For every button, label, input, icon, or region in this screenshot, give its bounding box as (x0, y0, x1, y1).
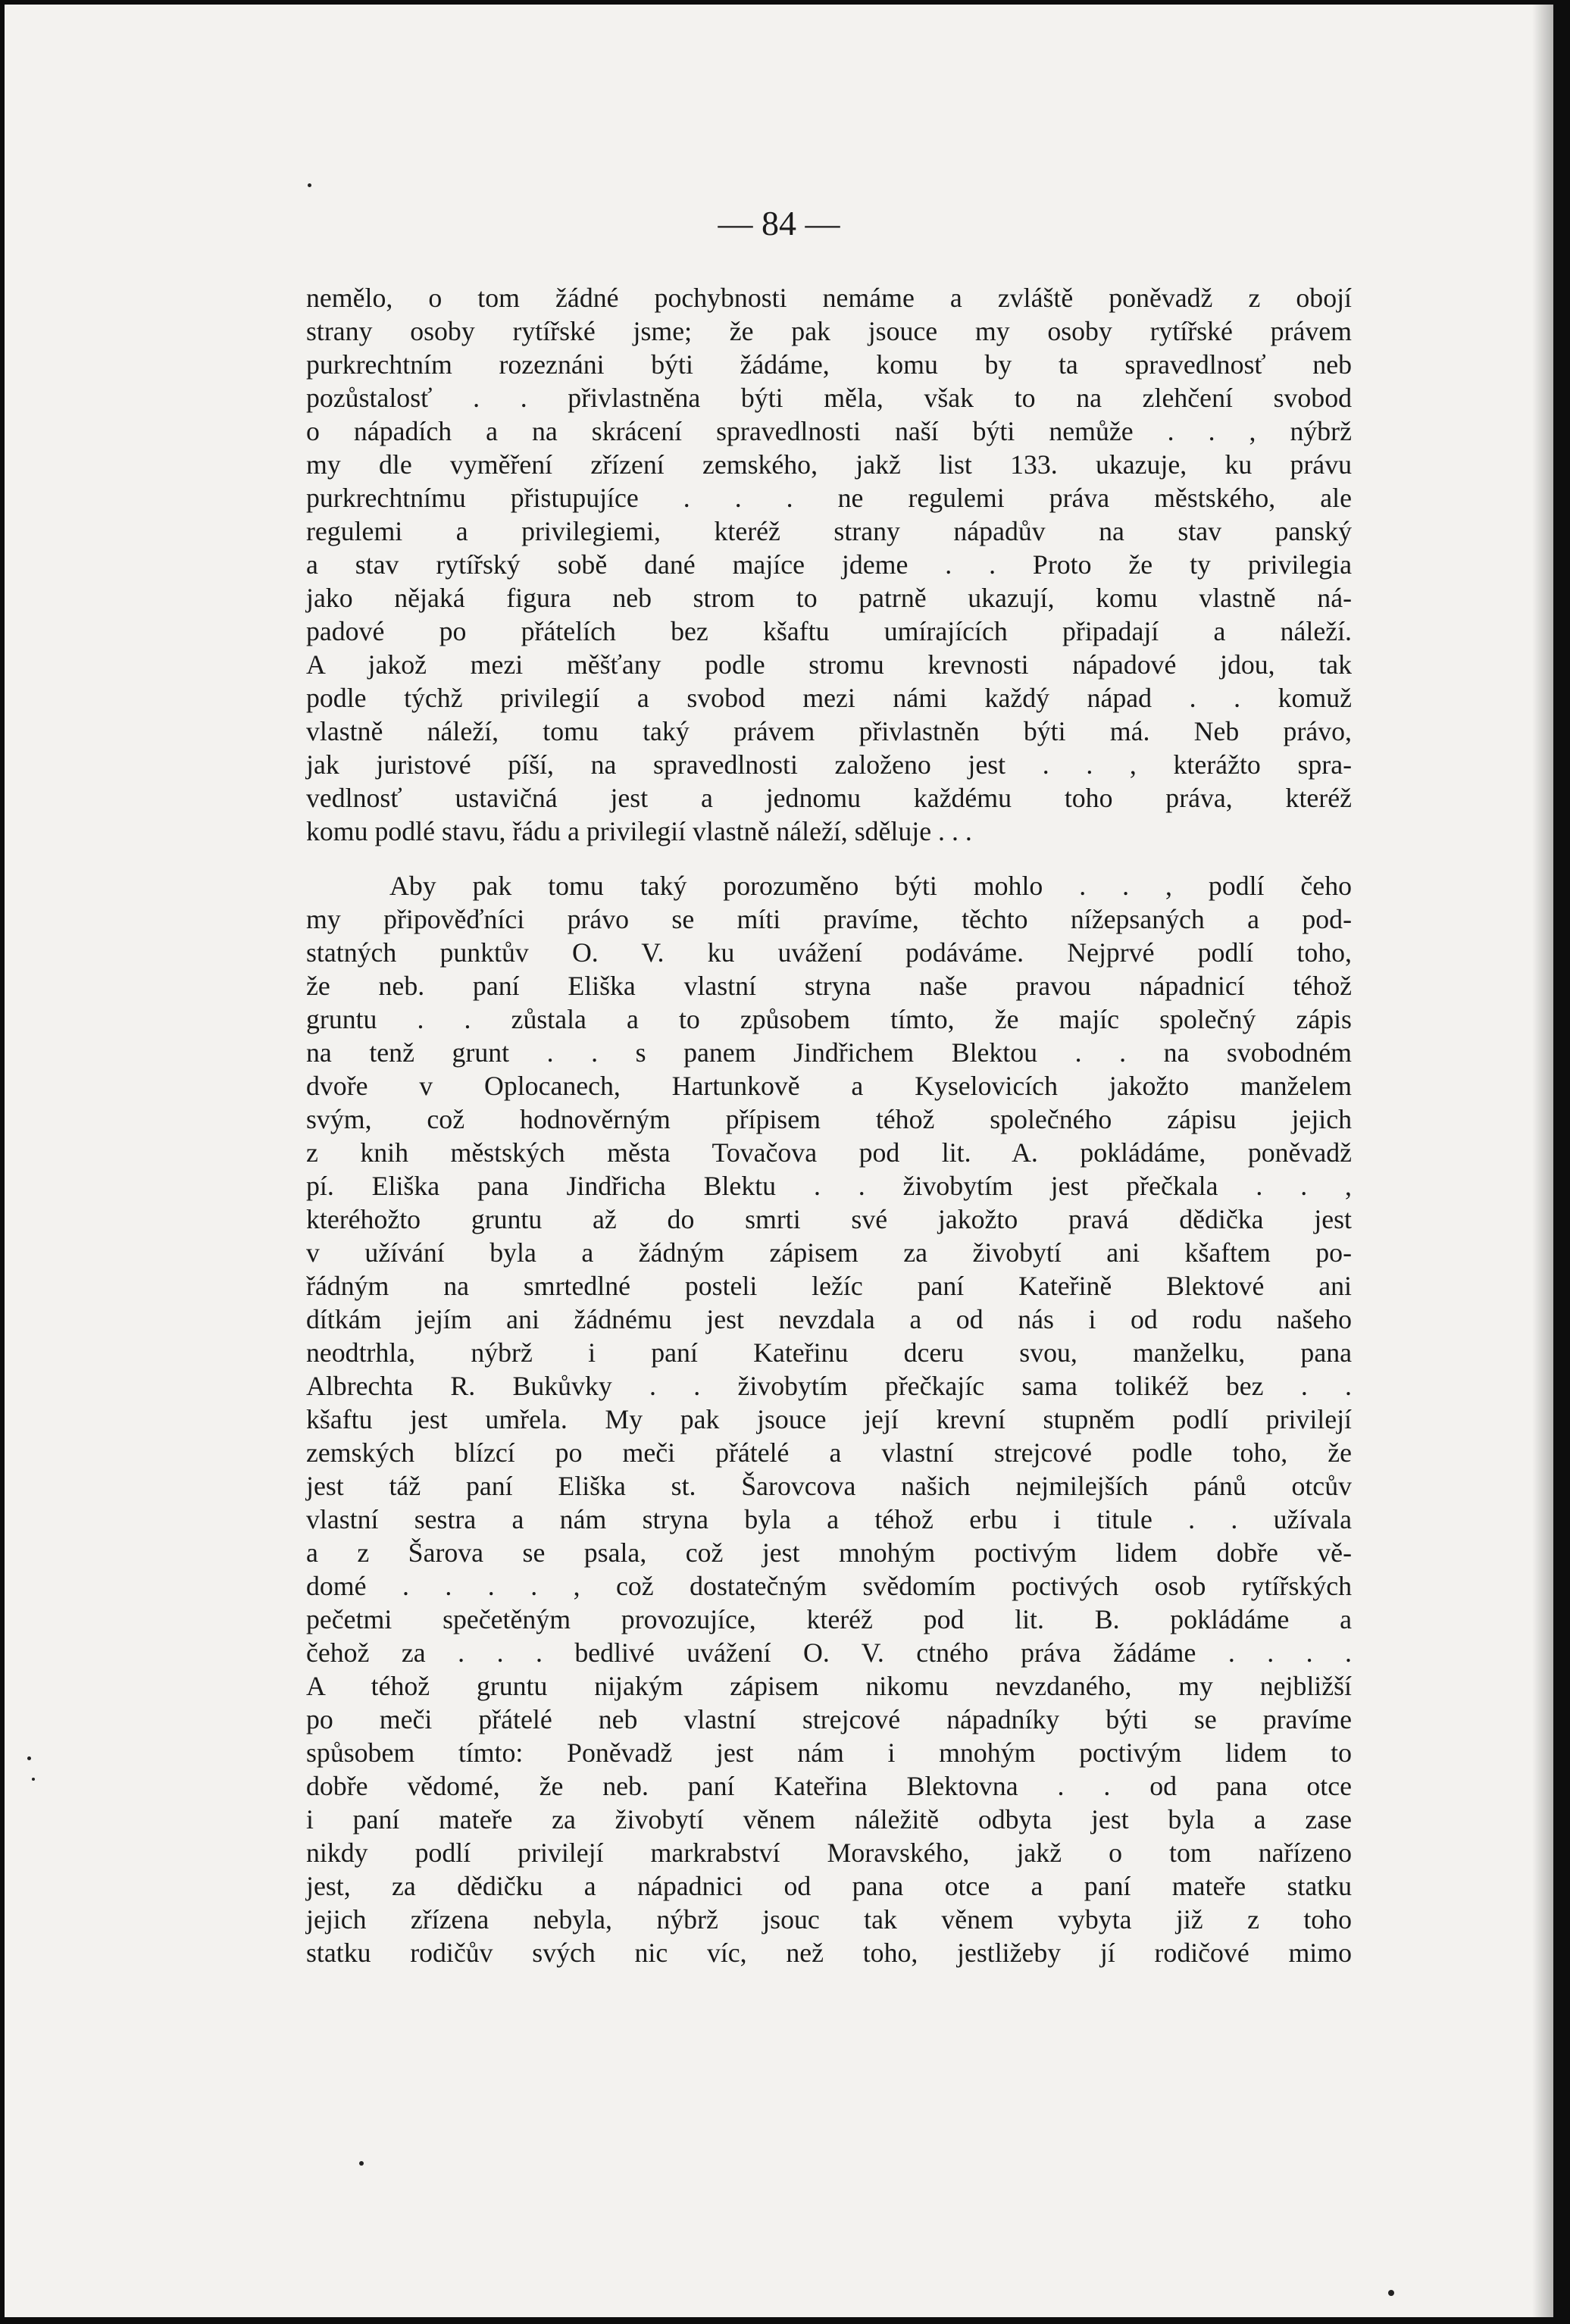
paragraph-gap (306, 848, 1352, 869)
text-line: vedlnosť ustavičná jest a jednomu každému toho práva, kteréž (306, 783, 1352, 813)
text-line: o nápadích a na skrácení spravedlnosti naší býti nemůže . . , nýbrž (306, 416, 1352, 446)
text-line: padové po přátelích bez kšaftu umírajících připadají a náleží. (306, 616, 1352, 646)
scan-speck (359, 2161, 364, 2166)
text-line: A téhož gruntu nijakým zápisem nikomu nevzdaného, my nejbližší (306, 1671, 1352, 1701)
text-line: vlastně náleží, tomu taký právem přivlastněn býti má. Neb právo, (306, 716, 1352, 746)
text-line: na tenž grunt . . s panem Jindřichem Blektou . . na svobodném (306, 1037, 1352, 1068)
text-line: v užívání byla a žádným zápisem za živobytí ani kšaftem po- (306, 1237, 1352, 1268)
page-number: — 84 — (718, 204, 840, 242)
paragraph-2 (306, 869, 1352, 1969)
text-line: jest táž paní Eliška st. Šarovcova našich nejmilejších pánů otcův (306, 1471, 1352, 1501)
paragraph-1 (306, 281, 1352, 848)
body-text (306, 281, 1352, 1969)
text-line: čehož za . . . bedlivé uvážení O. V. ctného práva žádáme . . . . (306, 1637, 1352, 1668)
text-line: statku rodičův svých nic víc, než toho, jestližeby jí rodičové mimo (306, 1938, 1352, 1968)
text-line: po meči přátelé neb vlastní strejcové nápadníky býti se pravíme (306, 1704, 1352, 1734)
text-line: my připověďníci právo se míti pravíme, těchto nížepsaných a pod- (306, 904, 1352, 934)
text-line: Albrechta R. Bukůvky . . živobytím přečkajíc sama tolikéž bez . . (306, 1371, 1352, 1401)
text-line: jejich zřízena nebyla, nýbrž jsouc tak věnem vybyta již z toho (306, 1904, 1352, 1935)
text-line: spůsobem tímto: Poněvadž jest nám i mnohým poctivým lidem to (306, 1738, 1352, 1768)
text-line: regulemi a privilegiemi, kteréž strany nápadův na stav panský (306, 516, 1352, 546)
text-line: i paní mateře za živobytí věnem náležitě odbyta jest byla a zase (306, 1804, 1352, 1834)
text-line: dítkám jejím ani žádnému jest nevzdala a od nás i od rodu našeho (306, 1304, 1352, 1334)
text-line: zemských blízcí po meči přátelé a vlastní strejcové podle toho, že (306, 1437, 1352, 1468)
text-line: statných punktův O. V. ku uvážení podáváme. Nejprvé podlí toho, (306, 937, 1352, 968)
text-line: purkrechtnímu přistupujíce . . . ne regulemi práva městského, ale (306, 483, 1352, 513)
text-line: že neb. paní Eliška vlastní stryna naše pravou nápadnicí téhož (306, 971, 1352, 1001)
text-line: jest, za dědičku a nápadnici od pana otce a paní mateře statku (306, 1871, 1352, 1901)
text-line: vlastní sestra a nám stryna byla a téhož erbu i titule . . užívala (306, 1504, 1352, 1534)
text-line: A jakož mezi měšťany podle stromu krevnosti nápadové jdou, tak (306, 649, 1352, 680)
text-line: dobře vědomé, že neb. paní Kateřina Blektovna . . od pana otce (306, 1771, 1352, 1801)
text-line: svým, což hodnověrným přípisem téhož společného zápisu jejich (306, 1104, 1352, 1134)
text-line: neodtrhla, nýbrž i paní Kateřinu dceru svou, manželku, pana (306, 1337, 1352, 1368)
text-line: pí. Eliška pana Jindřicha Blektu . . živobytím jest přečkala . . , (306, 1171, 1352, 1201)
text-line: domé . . . . , což dostatečným svědomím poctivých osob rytířských (306, 1571, 1352, 1601)
text-line: pozůstalosť . . přivlastněna býti měla, však to na zlehčení svobod (306, 383, 1352, 413)
text-line: purkrechtním rozeznáni býti žádáme, komu by ta spravedlnosť neb (306, 349, 1352, 380)
text-line: komu podlé stavu, řádu a privilegií vlastně náleží, sděluje . . . (306, 816, 972, 846)
text-line: a stav rytířský sobě dané majíce jdeme . . Proto že ty privilegia (306, 549, 1352, 580)
page-edge-shadow (1532, 5, 1553, 2317)
text-line: z knih městských města Tovačova pod lit. A. pokládáme, poněvadž (306, 1137, 1352, 1168)
text-line: kšaftu jest umřela. My pak jsouce její krevní stupněm podlí privilejí (306, 1404, 1352, 1434)
text-line: jak juristové píší, na spravedlnosti založeno jest . . , kterážto spra- (306, 749, 1352, 780)
book-page (5, 5, 1553, 2317)
text-line: Aby pak tomu taký porozuměno býti mohlo . . , podlí čeho (389, 871, 1352, 901)
text-line: a z Šarova se psala, což jest mnohým poctivým lidem dobře vě- (306, 1537, 1352, 1568)
text-line: řádným na smrtedlné posteli ležíc paní Kateřině Blektové ani (306, 1271, 1352, 1301)
scan-speck (1388, 2290, 1394, 2296)
text-line: strany osoby rytířské jsme; že pak jsouce my osoby rytířské právem (306, 316, 1352, 346)
text-line: dvoře v Oplocanech, Hartunkově a Kyselovicích jakožto manželem (306, 1071, 1352, 1101)
text-line: jako nějaká figura neb strom to patrně ukazují, komu vlastně ná- (306, 583, 1352, 613)
scan-speck (32, 1778, 35, 1781)
text-line: kteréhožto gruntu až do smrti své jakožto pravá dědička jest (306, 1204, 1352, 1234)
text-line: pečetmi spečetěným provozujíce, kteréž pod lit. B. pokládáme a (306, 1604, 1352, 1634)
text-line: podle týchž privilegií a svobod mezi námi každý nápad . . komuž (306, 683, 1352, 713)
scan-speck (308, 183, 311, 187)
text-line: gruntu . . zůstala a to způsobem tímto, že majíc společný zápis (306, 1004, 1352, 1034)
text-line: nemělo, o tom žádné pochybnosti nemáme a zvláště poněvadž z obojí (306, 283, 1352, 313)
text-line: nikdy podlí privilejí markrabství Moravského, jakž o tom nařízeno (306, 1838, 1352, 1868)
text-line: my dle vyměření zřízení zemského, jakž list 133. ukazuje, ku právu (306, 449, 1352, 480)
scan-speck (27, 1756, 31, 1760)
